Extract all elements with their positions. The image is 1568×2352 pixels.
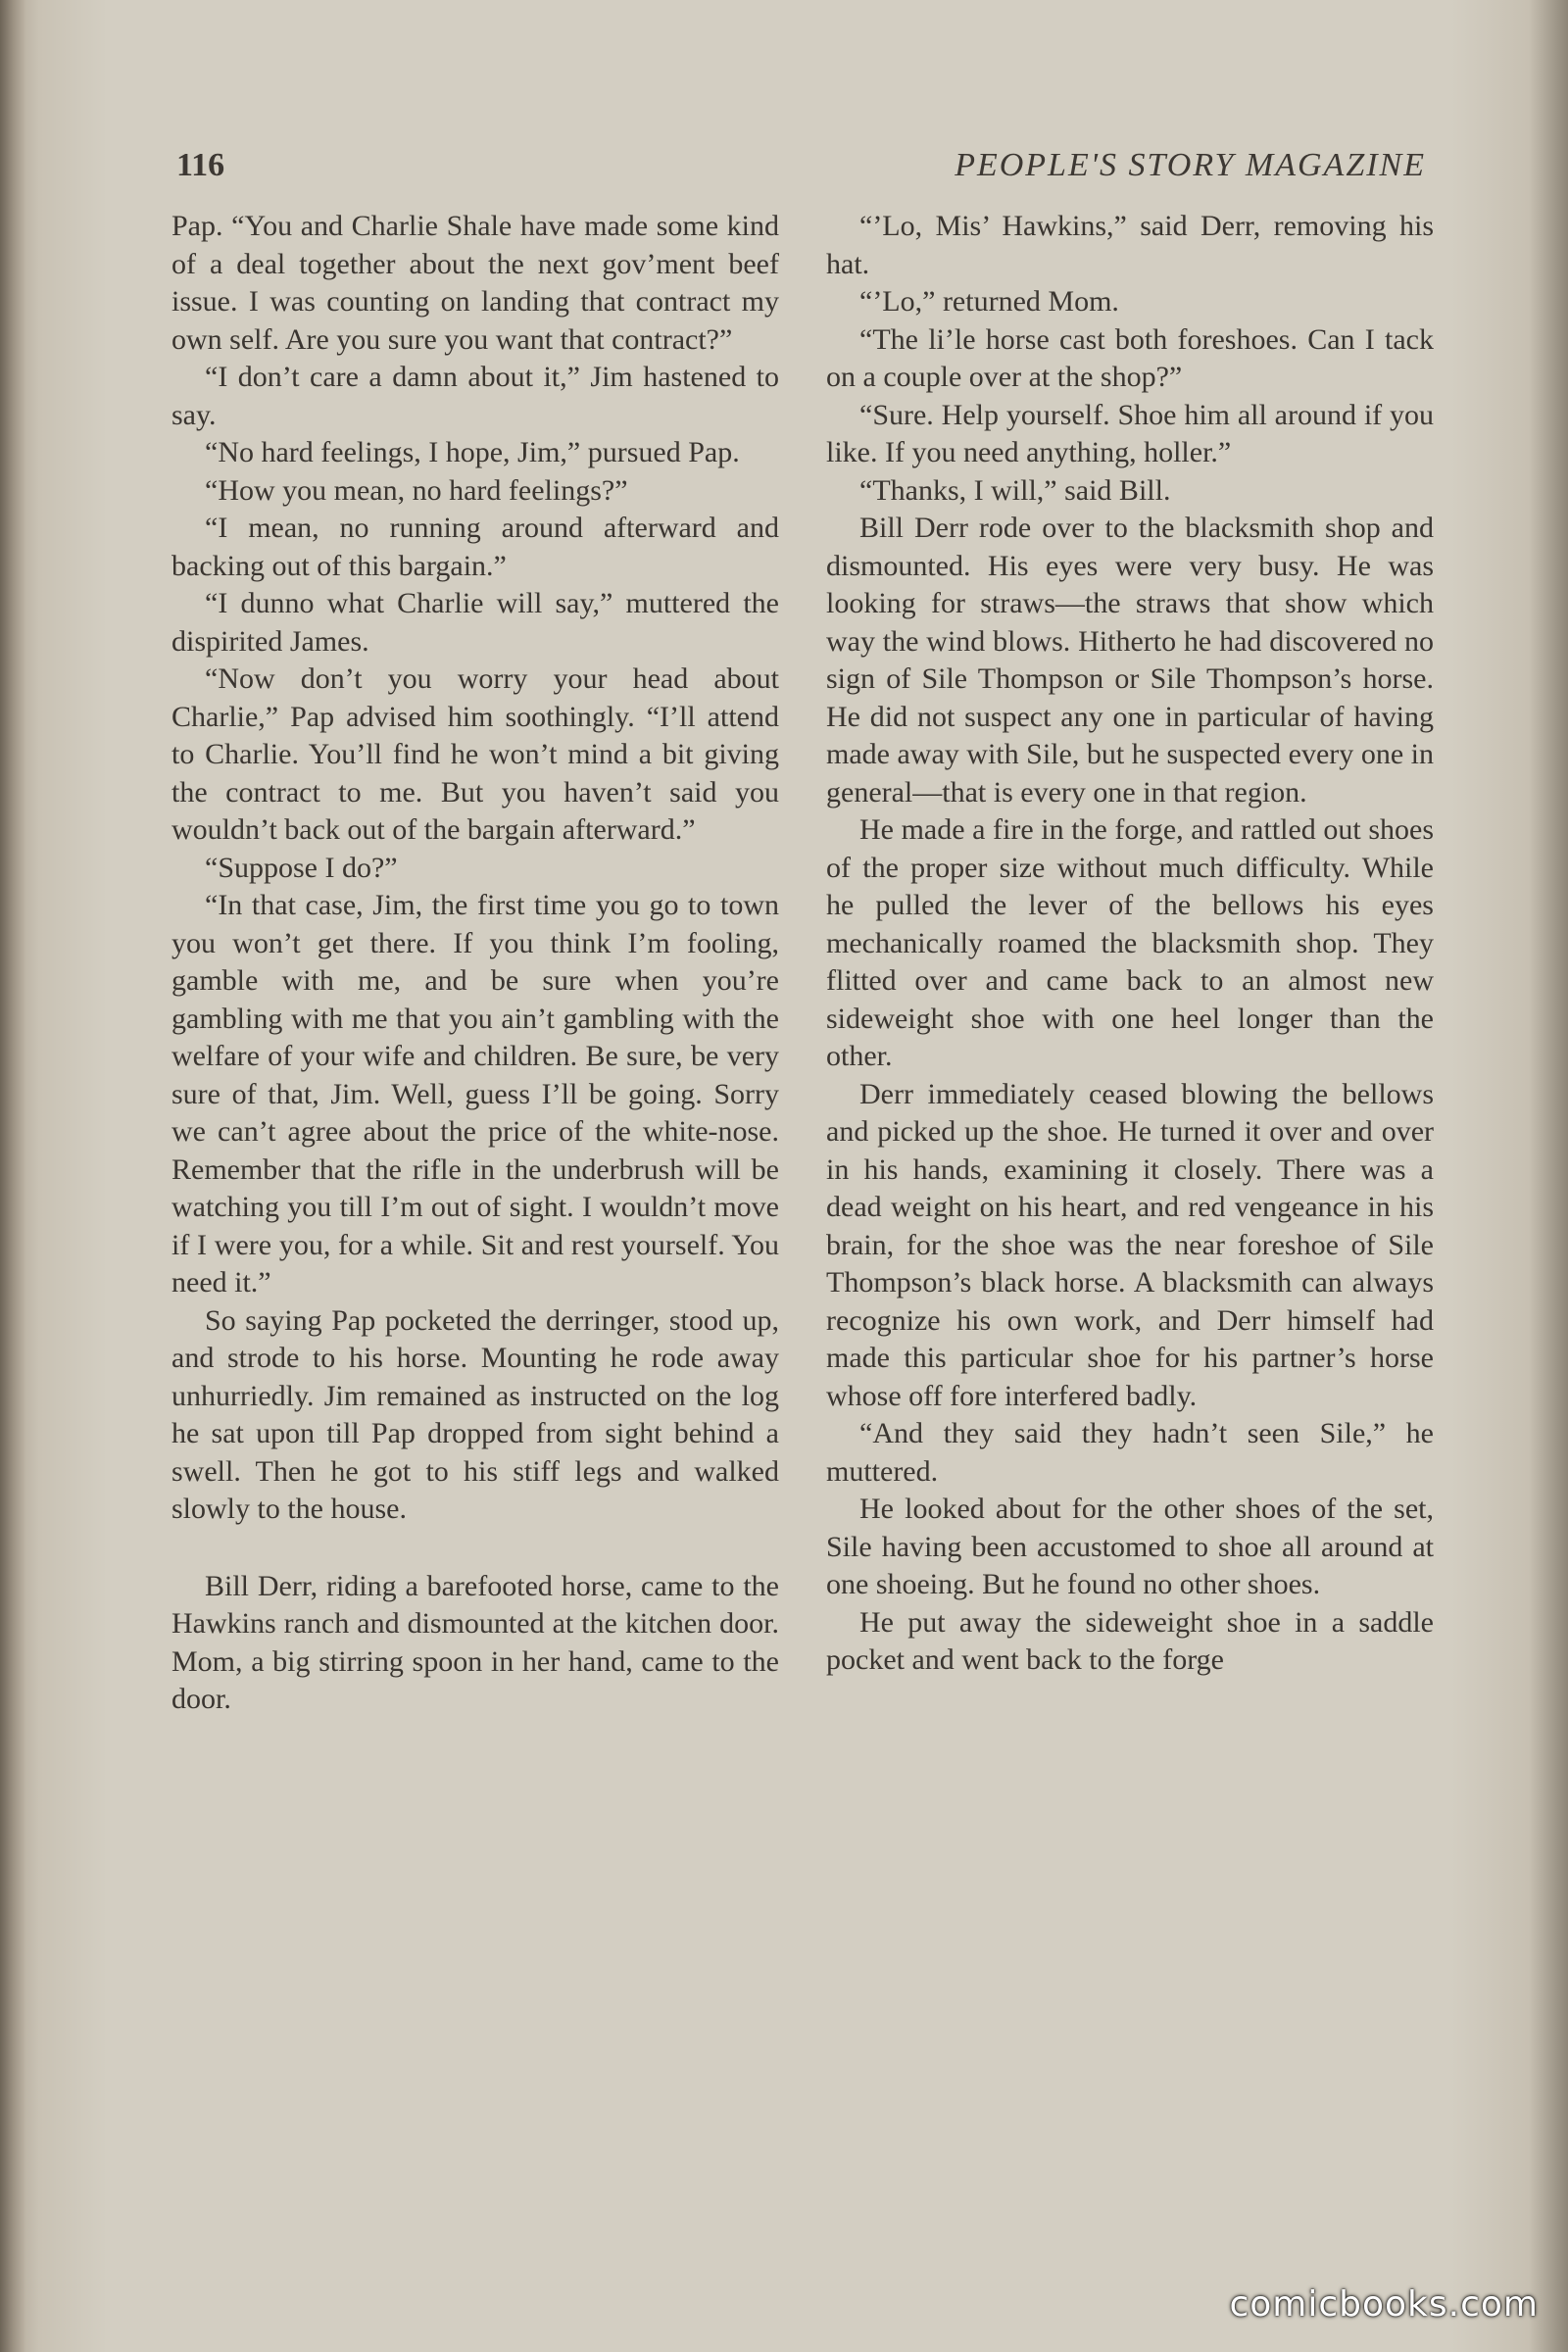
paragraph: He put away the sideweight shoe in a saddle pocket and went back to the forge xyxy=(826,1605,1434,1676)
paragraph: “I don’t care a damn about it,” Jim hastened to say. xyxy=(172,361,779,431)
paragraph: So saying Pap pocketed the derringer, stood up, and strode to his horse. Mounting he rode away unhurriedly. Jim remained as instructed on the log he sat upon till Pap dropped from sight behind a swell. Then he got to his stiff legs and walked slowly to the house. xyxy=(172,1303,779,1525)
paragraph: Pap. “You and Charlie Shale have made some kind of a deal together about the next gov’ment beef issue. I was counting on landing that contract my own self. Are you sure you want that contract?” xyxy=(172,210,779,356)
paragraph: Derr immediately ceased blowing the bellows and picked up the shoe. He turned it over and over in his hands, examining it closely. There was a dead weight on his heart, and red vengeance in his brain, for the shoe was the near foreshoe of Sile Thompson’s black horse. A blacksmith can always recognize his own work, and Derr himself had made this particular shoe for his partner’s horse whose off fore interfered badly. xyxy=(826,1077,1434,1412)
paragraph: “Suppose I do?” xyxy=(205,851,398,884)
page-number: 116 xyxy=(176,147,225,183)
paragraph: He looked about for the other shoes of the set, Sile having been accustomed to shoe all around at one shoeing. But he found no other shoes. xyxy=(826,1493,1434,1600)
paragraph: “Sure. Help yourself. Shoe him all around if you like. If you need anything, holler.” xyxy=(826,398,1434,468)
watermark-text: comicbooks.com xyxy=(1229,2284,1539,2325)
paragraph: “And they said they hadn’t seen Sile,” he muttered. xyxy=(826,1417,1434,1488)
paragraph: “Thanks, I will,” said Bill. xyxy=(859,473,1171,507)
paragraph: “No hard feelings, I hope, Jim,” pursued Pap. xyxy=(205,436,740,468)
paragraph: “The li’le horse cast both foreshoes. Can I tack on a couple over at the shop?” xyxy=(826,322,1434,393)
paragraph: “I mean, no running around afterward and backing out of this bargain.” xyxy=(172,512,779,582)
paragraph: “In that case, Jim, the first time you go to town you won’t get there. If you think I’m fooling, gamble with me, and be sure when you’re gambling with me that you ain’t gambling with the welfare of your wife and children. Be sure, be very sure of that, Jim. Well, guess I’ll be going. Sorry we can’t agree about the price of the white-nose. Remember that the rifle in the underbrush will be watching you till I’m out of sight. I wouldn’t move if I were you, for a while. Sit and rest yourself. You need it.” xyxy=(172,889,779,1298)
paragraph: “’Lo, Mis’ Hawkins,” said Derr, removing his hat. xyxy=(826,210,1434,280)
page-header xyxy=(176,147,1426,196)
running-title: PEOPLE'S STORY MAGAZINE xyxy=(955,147,1426,183)
page-spine-edge xyxy=(0,0,25,2352)
paragraph: Bill Derr rode over to the blacksmith shop and dismounted. His eyes were very busy. He was looking for straws—the straws that show which way the wind blows. Hitherto he had discovered no sign of Sile Thompson or Sile Thompson’s horse. He did not suspect any one in particular of having made away with Sile, but he suspected every one in general—that is every one in that region. xyxy=(826,512,1434,808)
paragraph-section-start: Bill Derr, riding a barefooted horse, came to the Hawkins ranch and dismounted at the kitchen door. Mom, a big stirring spoon in her hand, came to the door. xyxy=(172,1569,779,1715)
paragraph: “’Lo,” returned Mom. xyxy=(859,285,1119,318)
text-column-left xyxy=(172,208,779,1719)
paragraph: “How you mean, no hard feelings?” xyxy=(205,473,628,507)
text-column-right xyxy=(826,208,1434,1680)
paragraph: “Now don’t you worry your head about Charlie,” Pap advised him soothingly. “I’ll attend to Charlie. You’ll find he won’t mind a bit giving the contract to me. But you haven’t said you wouldn’t back out of the bargain afterward.” xyxy=(172,662,779,846)
paragraph: “I dunno what Charlie will say,” muttered the dispirited James. xyxy=(172,587,779,658)
paragraph: He made a fire in the forge, and rattled out shoes of the proper size without much difficulty. While he pulled the lever of the bellows his eyes mechanically roamed the blacksmith shop. They flitted over and came back to an almost new sideweight shoe with one heel longer than the other. xyxy=(826,813,1434,1072)
